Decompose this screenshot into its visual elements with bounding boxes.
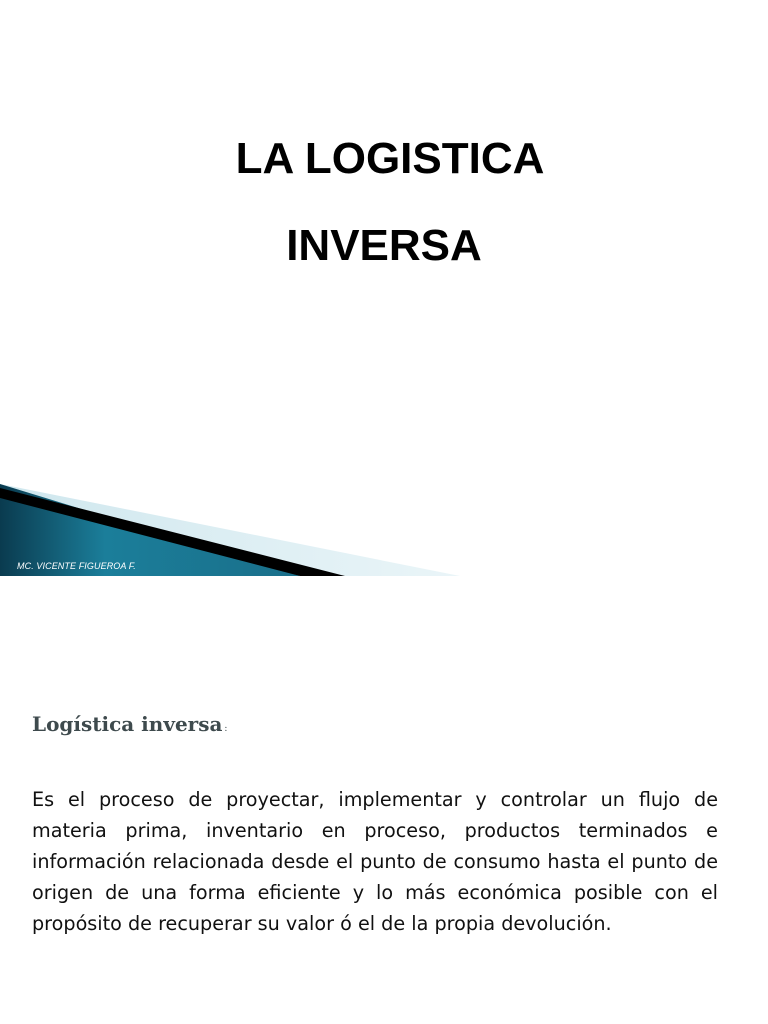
slide-title-line-2: INVERSA	[286, 221, 482, 270]
section-heading-text: Logística inversa	[32, 712, 223, 736]
author-label: MC. VICENTE FIGUEROA F.	[17, 561, 136, 571]
slide-definition	[0, 576, 768, 1024]
section-heading-colon: :	[224, 724, 228, 734]
definition-paragraph: Es el proceso de proyectar, implementar y controlar un flujo de materia prima, inventario en proceso, productos terminados e información relacionada desde el punto de consumo hasta el punto de origen de una forma eficiente y lo más económica posible con el propósito de recuperar su valor ó el de la propia devolución.	[32, 788, 718, 935]
section-heading	[32, 712, 227, 736]
slide-title-line-1: LA LOGISTICA	[235, 134, 545, 183]
